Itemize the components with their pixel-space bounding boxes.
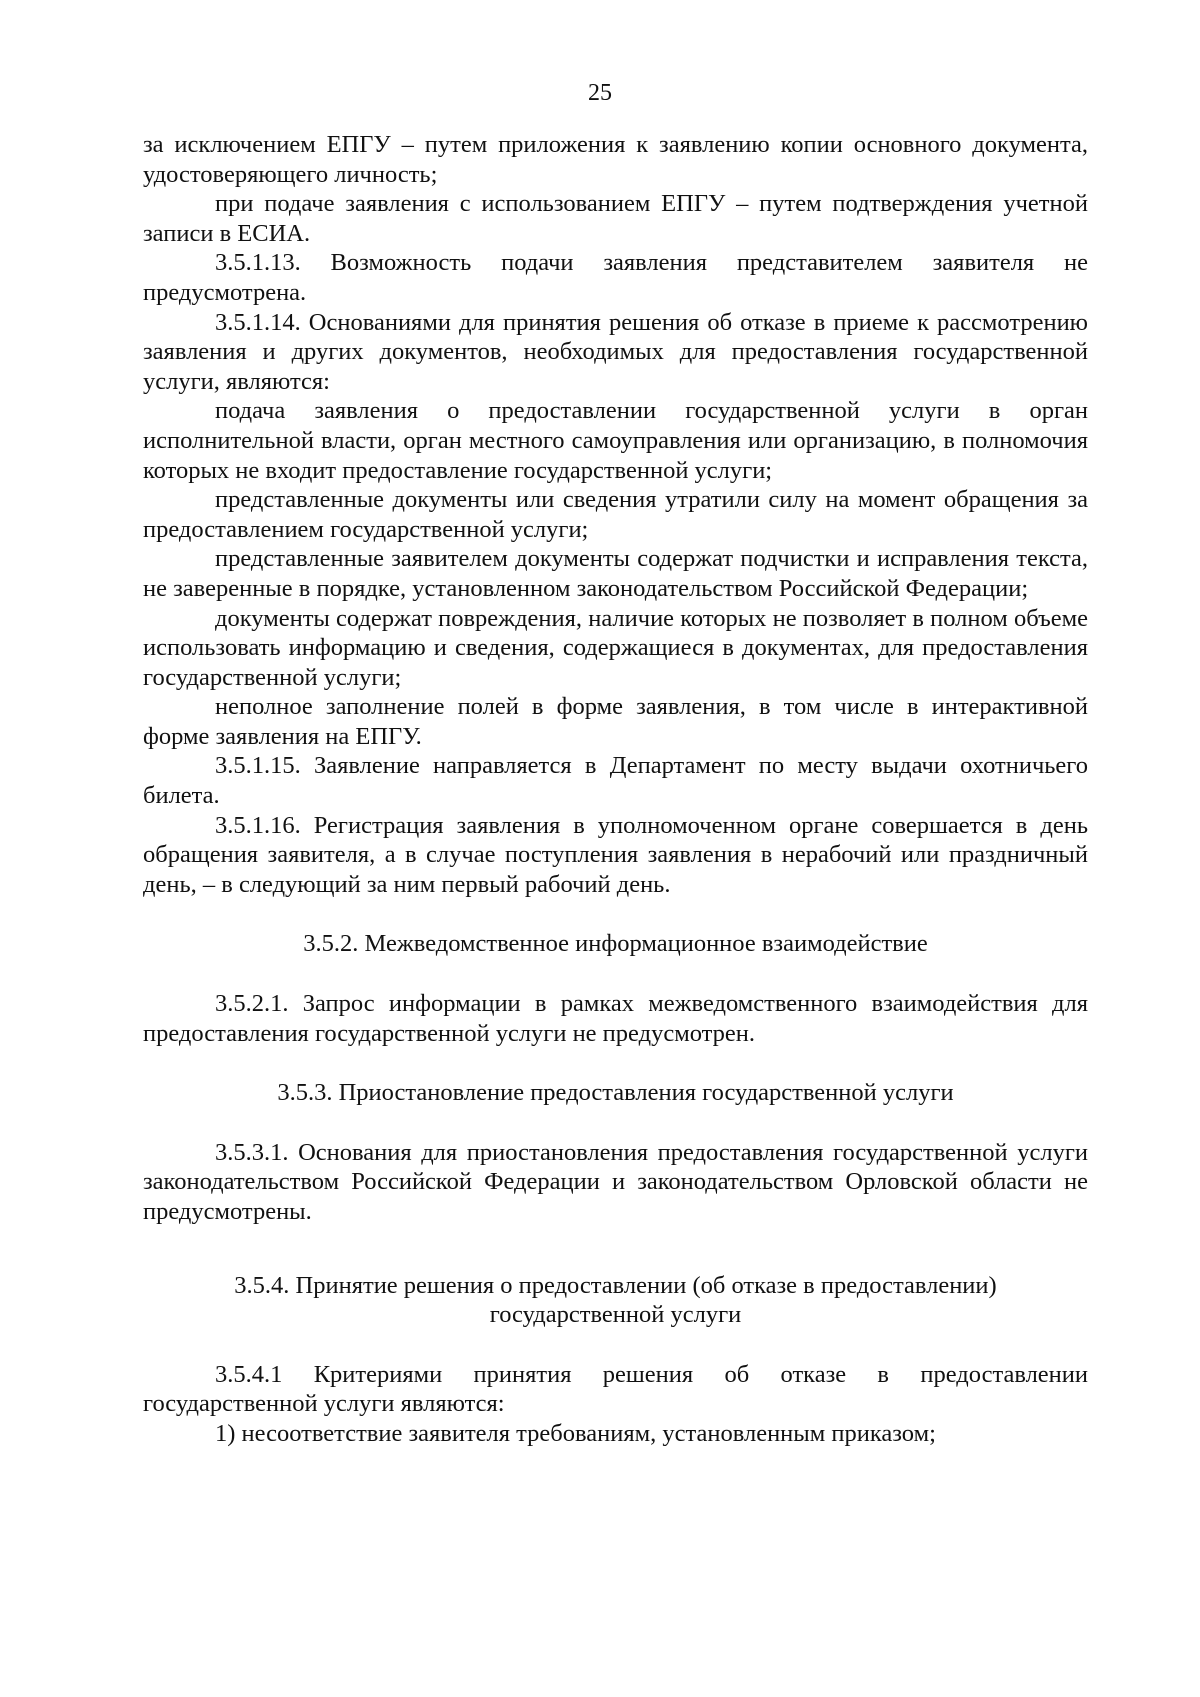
paragraph: 3.5.3.1. Основания для приостановления предоставления государственной услуги законодательством Российской Федерации и законодательством Орловской области не предусмотрены. bbox=[143, 1138, 1088, 1225]
page-number: 25 bbox=[588, 80, 612, 106]
paragraph: 3.5.2.1. Запрос информации в рамках межведомственного взаимодействия для предоставления государственной услуги не предусмотрен. bbox=[143, 990, 1088, 1047]
paragraph: 3.5.1.13. Возможность подачи заявления представителем заявителя не предусмотрена. bbox=[143, 249, 1088, 306]
paragraph: подача заявления о предоставлении государственной услуги в орган исполнительной власти, орган местного самоуправления или организацию, в полномочия которых не входит предоставление государственной услуги; bbox=[143, 397, 1088, 484]
paragraph: 3.5.1.14. Основаниями для принятия решения об отказе в приеме к рассмотрению заявления и других документов, необходимых для предоставления государственной услуги, являются: bbox=[143, 308, 1088, 395]
paragraph: при подаче заявления с использованием ЕПГУ – путем подтверждения учетной записи в ЕСИА. bbox=[143, 190, 1088, 247]
list-item: 1) несоответствие заявителя требованиям, установленным приказом; bbox=[215, 1419, 936, 1447]
section-heading bbox=[143, 1271, 1088, 1330]
paragraph: представленные заявителем документы содержат подчистки и исправления текста, не заверенные в порядке, установленном законодательством Российской Федерации; bbox=[143, 545, 1088, 602]
paragraph: неполное заполнение полей в форме заявления, в том числе в интерактивной форме заявления на ЕПГУ. bbox=[143, 693, 1088, 750]
paragraph: 3.5.1.15. Заявление направляется в Департамент по месту выдачи охотничьего билета. bbox=[143, 752, 1088, 810]
section-heading: 3.5.2. Межведомственное информационное взаимодействие bbox=[303, 930, 928, 958]
section-heading-line: 3.5.4. Принятие решения о предоставлении (об отказе в предоставлении) bbox=[234, 1271, 997, 1299]
paragraph: за исключением ЕПГУ – путем приложения к заявлению копии основного документа, удостоверяющего личность; bbox=[143, 131, 1088, 188]
document-body bbox=[143, 130, 1088, 1449]
section-heading-line: государственной услуги bbox=[489, 1301, 742, 1329]
paragraph: 3.5.4.1 Критериями принятия решения об отказе в предоставлении государственной услуги являются: bbox=[143, 1360, 1088, 1418]
section-heading: 3.5.3. Приостановление предоставления государственной услуги bbox=[277, 1079, 954, 1107]
paragraph: документы содержат повреждения, наличие которых не позволяет в полном объеме использовать информацию и сведения, содержащиеся в документах, для предоставления государственной услуги; bbox=[143, 604, 1088, 691]
paragraph: 3.5.1.16. Регистрация заявления в уполномоченном органе совершается в день обращения заявителя, а в случае поступления заявления в нерабочий или праздничный день, – в следующий за ним первый рабочий день. bbox=[143, 811, 1088, 898]
paragraph: представленные документы или сведения утратили силу на момент обращения за предоставлением государственной услуги; bbox=[143, 486, 1088, 543]
